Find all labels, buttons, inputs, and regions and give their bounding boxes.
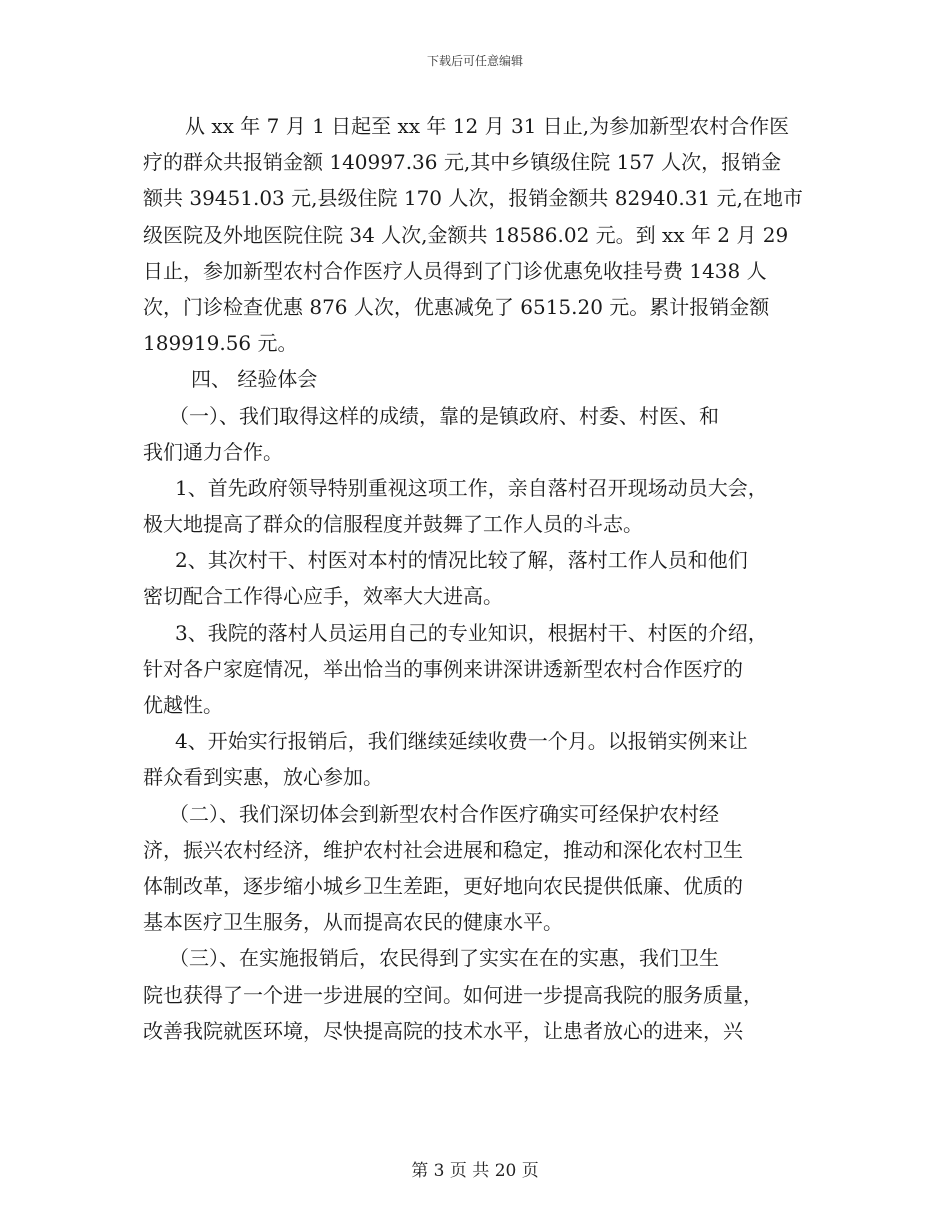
page-number-footer: 第 3 页 共 20 页 <box>411 1161 539 1181</box>
text-line: 从 xx 年 7 月 1 日起至 xx 年 12 月 31 日止,为参加新型农村合作医 <box>185 114 790 138</box>
text-line: 级医院及外地医院住院 34 人次,金额共 18586.02 元。到 xx 年 2 月 29 <box>143 222 789 247</box>
text-line: 次，门诊检查优惠 876 人次，优惠减免了 6515.20 元。累计报销金额 <box>143 294 770 319</box>
text-line: 优越性。 <box>143 693 223 717</box>
page-header-note: 下载后可任意编辑 <box>426 54 523 68</box>
section-heading: 四、 经验体会 <box>191 367 318 392</box>
text-line: 密切配合工作得心应手，效率大大进高。 <box>143 584 503 609</box>
text-line: 1、首先政府领导特别重视这项工作，亲自落村召开现场动员大会， <box>175 475 768 500</box>
text-line: 2、其次村干、村医对本村的情况比较了解，落村工作人员和他们 <box>175 548 748 573</box>
text-line: 针对各户家庭情况，举出恰当的事例来讲深讲透新型农村合作医疗的 <box>143 656 743 681</box>
text-line: 基本医疗卫生服务，从而提高农民的健康水平。 <box>143 910 563 935</box>
text-line: 3、我院的落村人员运用自己的专业知识，根据村干、村医的介绍， <box>175 620 768 645</box>
text-line: 我们通力合作。 <box>143 439 283 464</box>
text-line: 群众看到实惠，放心参加。 <box>143 765 383 790</box>
text-line: （二）、我们深切体会到新型农村合作医疗确实可经保护农村经 <box>169 801 719 826</box>
text-line: 日止，参加新型农村合作医疗人员得到了门诊优惠免收挂号费 1438 人 <box>143 258 767 283</box>
text-line: 改善我院就医环境，尽快提高院的技术水平，让患者放心的进来，兴 <box>143 1018 743 1043</box>
text-line: （三）、在实施报销后，农民得到了实实在在的实惠，我们卫生 <box>169 946 719 971</box>
text-line: 额共 39451.03 元,县级住院 170 人次，报销金额共 82940.31 元,在地市 <box>143 186 803 211</box>
text-line: 4、开始实行报销后，我们继续延续收费一个月。以报销实例来让 <box>175 729 748 754</box>
text-line: （一）、我们取得这样的成绩，靠的是镇政府、村委、村医、和 <box>169 403 719 428</box>
text-line: 济，振兴农村经济，维护农村社会进展和稳定，推动和深化农村卫生 <box>143 837 743 862</box>
document-body <box>143 108 807 1049</box>
text-line: 体制改革，逐步缩小城乡卫生差距，更好地向农民提供低廉、优质的 <box>143 873 743 898</box>
text-line: 院也获得了一个进一步进展的空间。如何进一步提高我院的服务质量， <box>143 982 763 1007</box>
text-line: 疗的群众共报销金额 140997.36 元,其中乡镇级住院 157 人次，报销金 <box>143 150 782 175</box>
text-line: 极大地提高了群众的信服程度并鼓舞了工作人员的斗志。 <box>143 512 643 537</box>
text-line: 189919.56 元。 <box>143 331 298 356</box>
